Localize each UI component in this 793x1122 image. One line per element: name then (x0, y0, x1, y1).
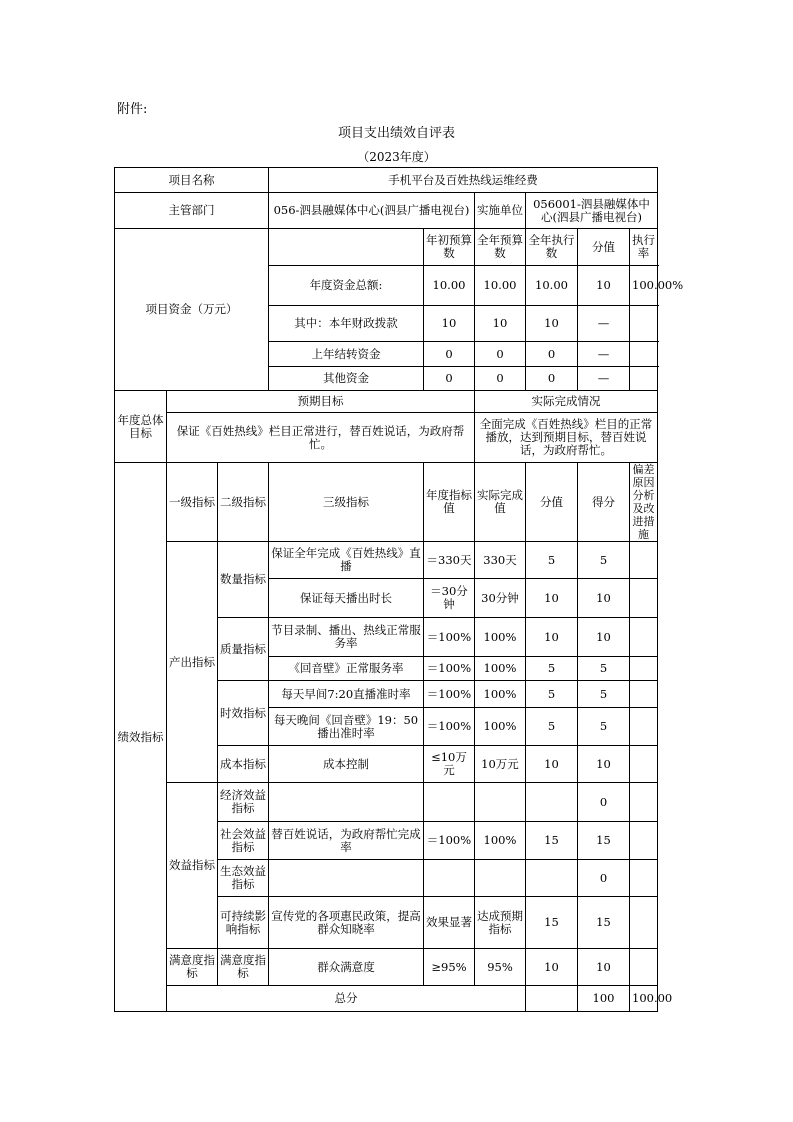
indicator-target: ＝330天 (424, 542, 475, 579)
indicator-deviation (630, 579, 658, 618)
level2-economic: 经济效益指标 (218, 783, 269, 822)
total-blank (526, 986, 578, 1012)
funds-cell: 10 (526, 306, 578, 342)
indicator-value: 10 (526, 579, 578, 618)
indicator-actual: 100% (475, 708, 526, 746)
dept-value: 056-泗县融媒体中心(泗县广播电视台) (269, 193, 475, 229)
indicator-deviation (630, 657, 658, 681)
indicator-name: 宣传党的各项惠民政策，提高群众知晓率 (269, 897, 424, 949)
indicator-score: 10 (578, 746, 630, 783)
evaluation-table (114, 167, 684, 1012)
expected-goal-label: 预期目标 (167, 391, 475, 413)
indicator-deviation (630, 746, 658, 783)
indicator-actual: 30分钟 (475, 579, 526, 618)
perf-header: 年度指标值 (424, 463, 475, 542)
level2-quantity: 数量指标 (218, 542, 269, 618)
indicator-actual: 95% (475, 949, 526, 986)
indicator-score: 0 (578, 860, 630, 897)
indicator-actual: 10万元 (475, 746, 526, 783)
project-name-value: 手机平台及百姓热线运维经费 (269, 168, 658, 193)
indicator-target: 效果显著 (424, 897, 475, 949)
indicator-actual: 330天 (475, 542, 526, 579)
indicator-deviation (630, 822, 658, 860)
indicator-actual: 100% (475, 657, 526, 681)
funds-cell: 10 (475, 306, 526, 342)
funds-cell: 10.00 (526, 266, 578, 306)
indicator-deviation (630, 542, 658, 579)
indicator-name: 每天早间7:20直播准时率 (269, 681, 424, 708)
indicator-score: 10 (578, 949, 630, 986)
total-label: 总分 (167, 986, 526, 1012)
indicator-actual: 100% (475, 618, 526, 657)
impl-value: 056001-泗县融媒体中心(泗县广播电视台) (526, 193, 658, 229)
indicator-deviation (630, 708, 658, 746)
attachment-label: 附件: (117, 102, 148, 117)
indicator-actual: 100% (475, 681, 526, 708)
funds-cell (630, 342, 658, 367)
funds-header-blank (269, 229, 424, 266)
indicator-deviation (630, 681, 658, 708)
funds-cell: 0 (424, 342, 475, 367)
indicator-value (526, 860, 578, 897)
indicator-target: ＝100% (424, 681, 475, 708)
indicator-value: 10 (526, 746, 578, 783)
indicator-value: 15 (526, 822, 578, 860)
funds-cell: 100.00% (630, 266, 658, 306)
level2-satisfaction: 满意度指标 (218, 949, 269, 986)
level2-ecological: 生态效益指标 (218, 860, 269, 897)
indicator-value (526, 783, 578, 822)
indicator-target (424, 860, 475, 897)
indicator-name: 《回音壁》正常服务率 (269, 657, 424, 681)
level2-sustainable: 可持续影响指标 (218, 897, 269, 949)
funds-row-name: 年度资金总额: (269, 266, 424, 306)
indicator-name (269, 860, 424, 897)
funds-cell: 10.00 (475, 266, 526, 306)
funds-header: 分值 (578, 229, 630, 266)
funds-cell: 10 (578, 266, 630, 306)
annual-goal-label: 年度总体目标 (115, 391, 167, 463)
indicator-score: 15 (578, 897, 630, 949)
funds-row-name: 其中：本年财政拨款 (269, 306, 424, 342)
indicator-score: 5 (578, 542, 630, 579)
indicator-target: ＝100% (424, 708, 475, 746)
funds-cell: 0 (475, 342, 526, 367)
funds-label: 项目资金（万元） (115, 229, 269, 391)
indicator-value: 15 (526, 897, 578, 949)
level1-satisfaction: 满意度指标 (167, 949, 218, 986)
indicator-target: ＝30分钟 (424, 579, 475, 618)
perf-header: 得分 (578, 463, 630, 542)
funds-row-name: 上年结转资金 (269, 342, 424, 367)
indicator-target: ＝100% (424, 618, 475, 657)
indicator-deviation (630, 618, 658, 657)
funds-cell: — (578, 367, 630, 391)
funds-cell: 10 (424, 306, 475, 342)
indicator-score: 0 (578, 783, 630, 822)
indicator-score: 5 (578, 681, 630, 708)
expected-goal-text: 保证《百姓热线》栏目正常进行，替百姓说话，为政府帮忙。 (167, 413, 475, 463)
indicator-score: 15 (578, 822, 630, 860)
actual-result-text: 全面完成《百姓热线》栏目的正常播放，达到预期目标，替百姓说话，为政府帮忙。 (475, 413, 658, 463)
indicator-name: 每天晚间《回音壁》19：50播出准时率 (269, 708, 424, 746)
level2-quality: 质量指标 (218, 618, 269, 681)
perf-header: 偏差原因分析及改进措施 (630, 463, 658, 542)
perf-header: 分值 (526, 463, 578, 542)
indicator-actual (475, 783, 526, 822)
indicator-value: 5 (526, 681, 578, 708)
indicator-target: ≤10万元 (424, 746, 475, 783)
impl-label: 实施单位 (475, 193, 526, 229)
perf-header: 二级指标 (218, 463, 269, 542)
perf-header: 实际完成值 (475, 463, 526, 542)
project-name-label: 项目名称 (115, 168, 269, 193)
total-value: 100 (578, 986, 630, 1012)
funds-cell: — (578, 342, 630, 367)
indicator-target (424, 783, 475, 822)
funds-cell: — (578, 306, 630, 342)
indicator-deviation (630, 860, 658, 897)
indicator-value: 5 (526, 708, 578, 746)
indicator-deviation (630, 949, 658, 986)
indicator-value: 5 (526, 542, 578, 579)
report-year: （2023年度） (357, 150, 436, 164)
level2-timeliness: 时效指标 (218, 681, 269, 746)
funds-header: 全年执行数 (526, 229, 578, 266)
funds-header: 年初预算数 (424, 229, 475, 266)
indicator-target: ＝100% (424, 822, 475, 860)
funds-row-name: 其他资金 (269, 367, 424, 391)
level2-social: 社会效益指标 (218, 822, 269, 860)
indicator-value: 10 (526, 618, 578, 657)
indicator-score: 5 (578, 657, 630, 681)
funds-cell: 0 (526, 342, 578, 367)
indicator-score: 5 (578, 708, 630, 746)
indicator-target: ≥95% (424, 949, 475, 986)
indicator-deviation (630, 897, 658, 949)
funds-cell (630, 367, 658, 391)
indicator-actual: 100% (475, 822, 526, 860)
indicator-name: 保证全年完成《百姓热线》直播 (269, 542, 424, 579)
indicator-actual (475, 860, 526, 897)
indicator-name: 节目录制、播出、热线正常服务率 (269, 618, 424, 657)
indicator-name: 群众满意度 (269, 949, 424, 986)
perf-header: 一级指标 (167, 463, 218, 542)
indicator-deviation (630, 783, 658, 822)
level1-output: 产出指标 (167, 542, 218, 783)
funds-cell: 10.00 (424, 266, 475, 306)
perf-header: 三级指标 (269, 463, 424, 542)
funds-cell: 0 (424, 367, 475, 391)
indicator-target: ＝100% (424, 657, 475, 681)
indicator-value: 10 (526, 949, 578, 986)
indicator-value: 5 (526, 657, 578, 681)
indicator-score: 10 (578, 618, 630, 657)
performance-label: 绩效指标 (115, 463, 167, 1012)
dept-label: 主管部门 (115, 193, 269, 229)
funds-cell (630, 306, 658, 342)
indicator-name: 替百姓说话，为政府帮忙完成率 (269, 822, 424, 860)
funds-header: 执行率 (630, 229, 658, 266)
indicator-score: 10 (578, 579, 630, 618)
indicator-name (269, 783, 424, 822)
level1-benefit: 效益指标 (167, 783, 218, 949)
indicator-actual: 达成预期指标 (475, 897, 526, 949)
total-score: 100.00 (630, 986, 658, 1012)
actual-result-label: 实际完成情况 (475, 391, 658, 413)
indicator-name: 保证每天播出时长 (269, 579, 424, 618)
funds-header: 全年预算数 (475, 229, 526, 266)
funds-cell: 0 (526, 367, 578, 391)
funds-cell: 0 (475, 367, 526, 391)
level2-cost: 成本指标 (218, 746, 269, 783)
page-title: 项目支出绩效自评表 (337, 126, 455, 141)
indicator-name: 成本控制 (269, 746, 424, 783)
